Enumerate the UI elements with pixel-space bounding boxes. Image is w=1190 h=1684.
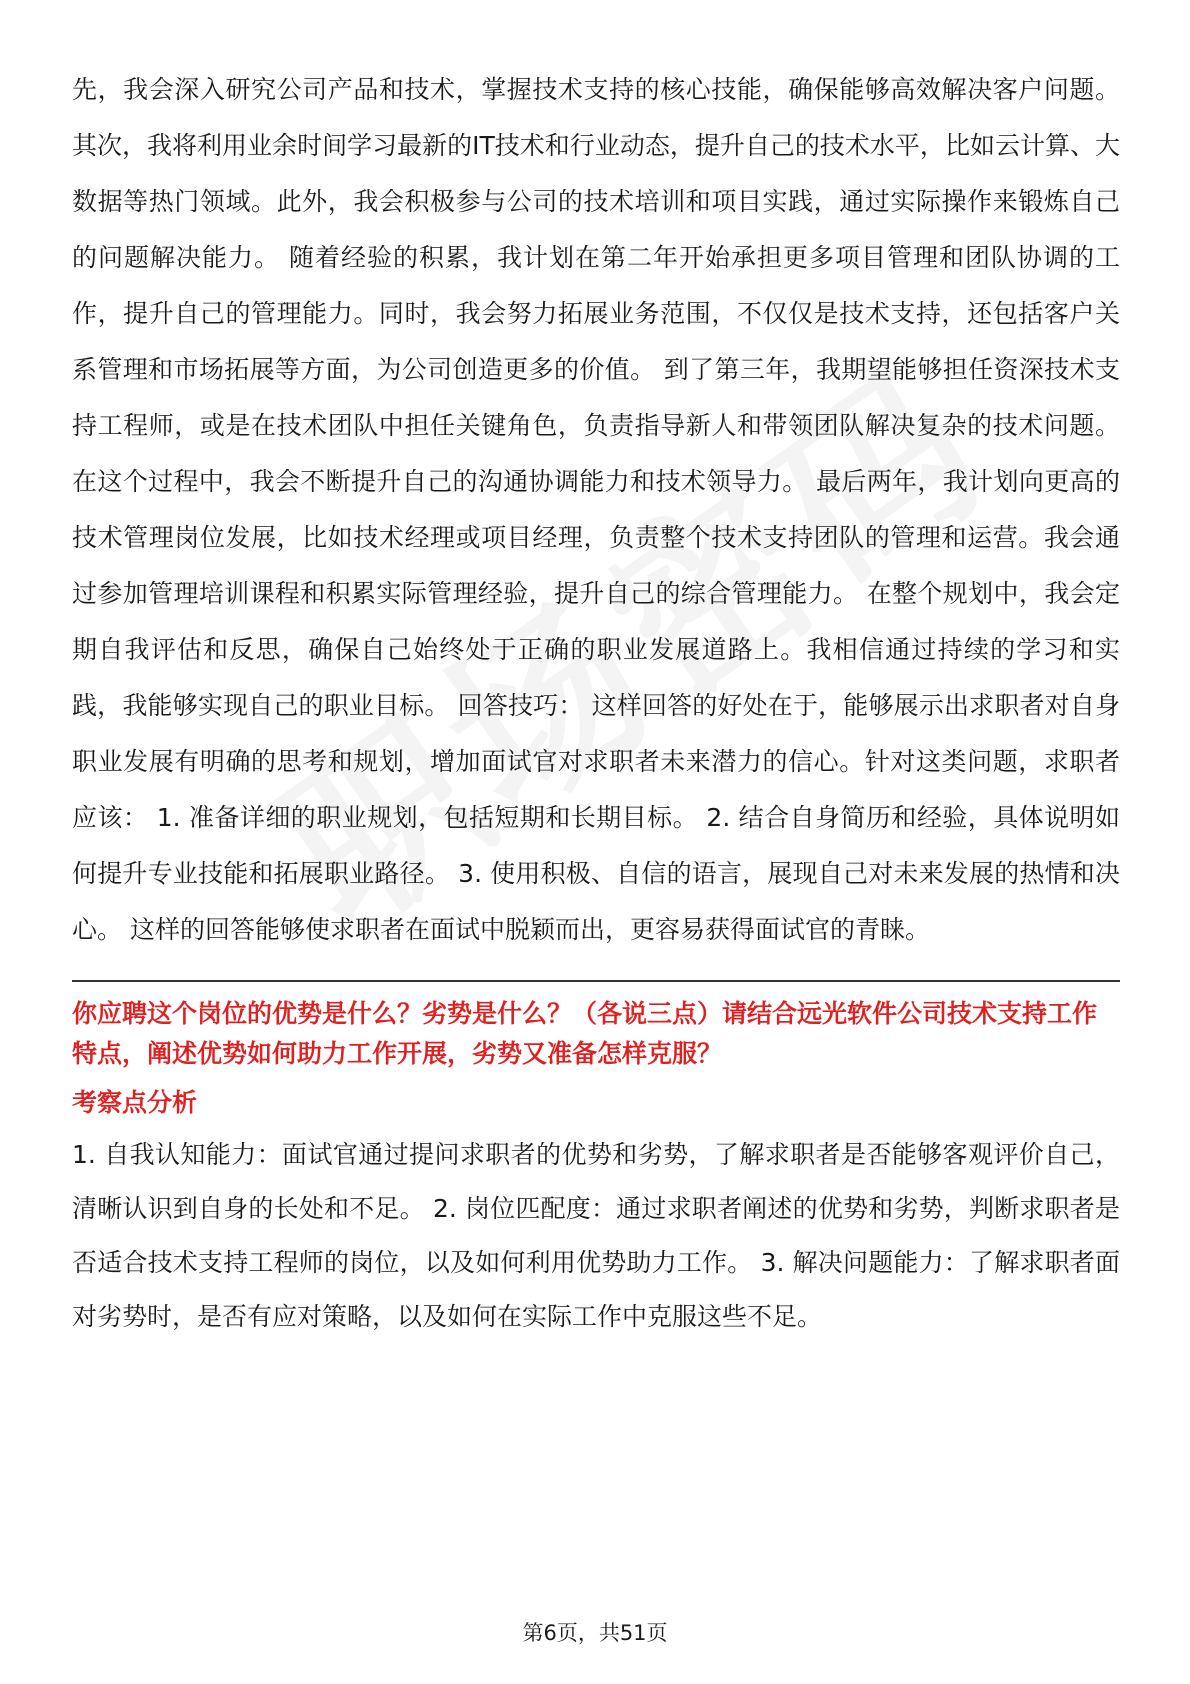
section-divider	[72, 980, 1120, 982]
analysis-paragraph: 1. 自我认知能力：面试官通过提问求职者的优势和劣势，了解求职者是否能够客观评价自己，清晰认识到自身的长处和不足。 2. 岗位匹配度：通过求职者阐述的优势和劣势，判断求职者是否适合技术支持工程师的岗位，以及如何利用优势助力工作。 3. 解决问题能力：了解求职者面对劣势时，是否有应对策略，以及如何在实际工作中克服这些不足。	[72, 1140, 1120, 1331]
interview-question: 你应聘这个岗位的优势是什么？劣势是什么？（各说三点）请结合远光软件公司技术支持工作特点，阐述优势如何助力工作开展，劣势又准备怎样克服？	[72, 999, 1098, 1068]
answer-paragraph: 先，我会深入研究公司产品和技术，掌握技术支持的核心技能，确保能够高效解决客户问题。其次，我将利用业余时间学习最新的IT技术和行业动态，提升自己的技术水平，比如云计算、大数据等热门领域。此外，我会积极参与公司的技术培训和项目实践，通过实际操作来锻炼自己的问题解决能力。 随着经验的积累，我计划在第二年开始承担更多项目管理和团队协调的工作，提升自己的管理能力。同时，我会努力拓展业务范围，不仅仅是技术支持，还包括客户关系管理和市场拓展等方面，为公司创造更多的价值。 到了第三年，我期望能够担任资深技术支持工程师，或是在技术团队中担任关键角色，负责指导新人和带领团队解决复杂的技术问题。在这个过程中，我会不断提升自己的沟通协调能力和技术领导力。 最后两年，我计划向更高的技术管理岗位发展，比如技术经理或项目经理，负责整个技术支持团队的管理和运营。我会通过参加管理培训课程和积累实际管理经验，提升自己的综合管理能力。 在整个规划中，我会定期自我评估和反思，确保自己始终处于正确的职业发展道路上。我相信通过持续的学习和实践，我能够实现自己的职业目标。 回答技巧： 这样回答的好处在于，能够展示出求职者对自身职业发展有明确的思考和规划，增加面试官对求职者未来潜力的信心。针对这类问题，求职者应该： 1. 准备详细的职业规划，包括短期和长期目标。 2. 结合自身简历和经验，具体说明如何提升专业技能和拓展职业路径。 3. 使用积极、自信的语言，展现自己对未来发展的热情和决心。 这样的回答能够使求职者在面试中脱颖而出，更容易获得面试官的青睐。	[72, 75, 1120, 944]
analysis-heading: 考察点分析	[72, 1088, 198, 1117]
page-content	[72, 62, 1120, 1344]
page-footer: 第6页，共51页	[522, 1621, 668, 1645]
